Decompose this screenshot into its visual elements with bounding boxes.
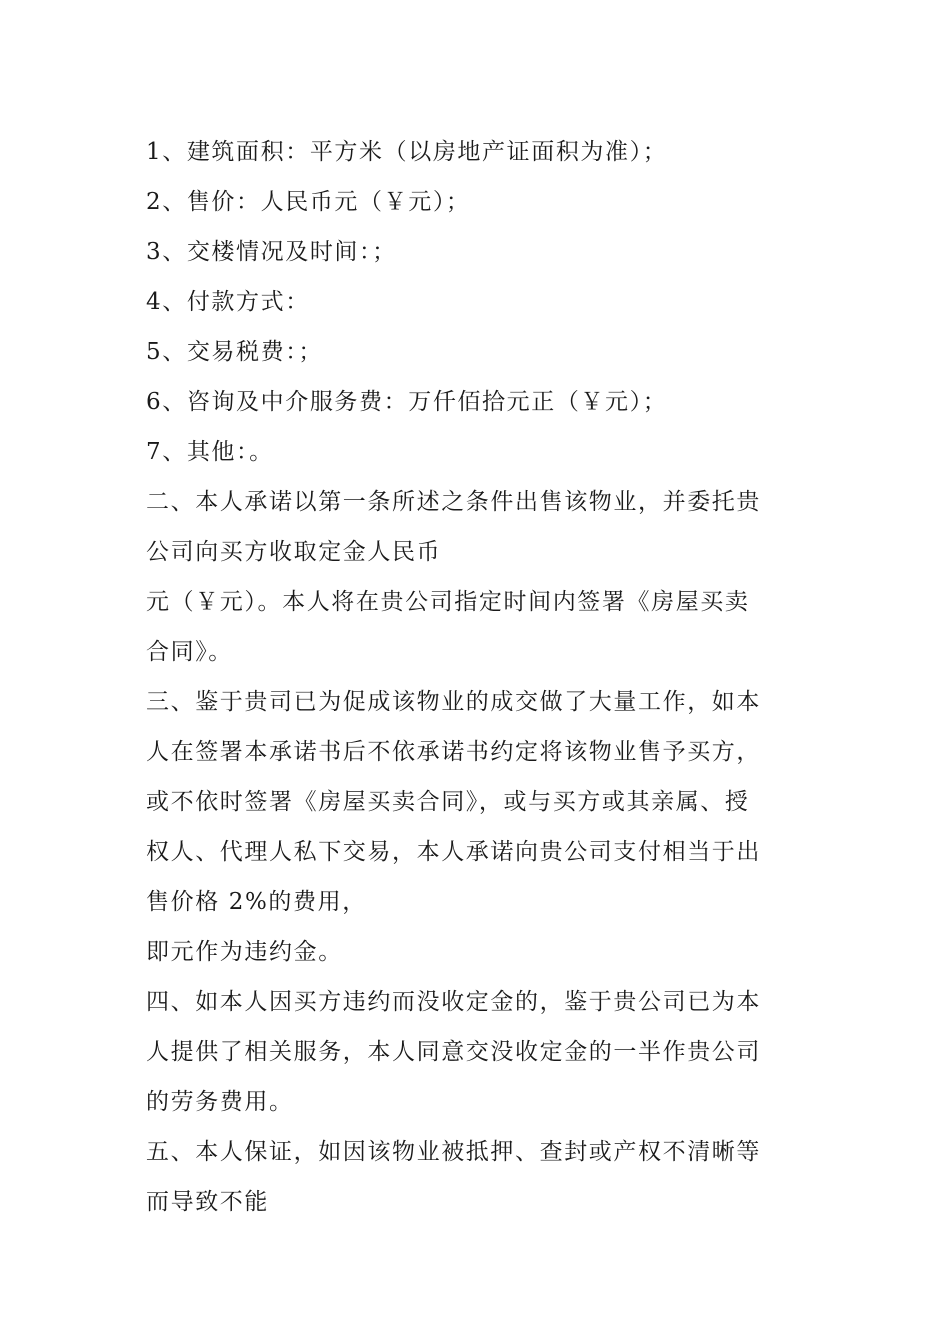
text-line: 的劳务费用。	[146, 1089, 294, 1115]
text-line: 合同》。	[146, 639, 233, 665]
text-line: 即元作为违约金。	[146, 939, 343, 965]
text-line: 6、咨询及中介服务费：万仟佰拾元正（￥元）；	[146, 389, 668, 415]
text-line: 1、建筑面积：平方米（以房地产证面积为准）；	[146, 139, 668, 165]
text-line: 2、售价：人民币元（￥元）；	[146, 189, 471, 215]
text-line: 公司向买方收取定金人民币	[146, 539, 442, 565]
text-line: 四、如本人因买方违约而没收定金的，鉴于贵公司已为本	[146, 989, 761, 1015]
text-line: 人提供了相关服务，本人同意交没收定金的一半作贵公司	[146, 1039, 761, 1065]
text-line: 三、鉴于贵司已为促成该物业的成交做了大量工作，如本	[146, 689, 761, 715]
text-line: 而导致不能	[146, 1189, 269, 1215]
text-line: 二、本人承诺以第一条所述之条件出售该物业，并委托贵	[146, 489, 761, 515]
text-line: 4、付款方式：	[146, 289, 310, 315]
text-line: 或不依时签署《房屋买卖合同》，或与买方或其亲属、授	[146, 789, 750, 815]
text-line: 五、本人保证，如因该物业被抵押、查封或产权不清晰等	[146, 1139, 761, 1165]
text-line: 权人、代理人私下交易，本人承诺向贵公司支付相当于出	[146, 839, 761, 865]
text-line: 7、其他：。	[146, 439, 274, 465]
document-body	[146, 127, 810, 1227]
text-line: 5、交易税费：；	[146, 339, 323, 365]
text-line: 人在签署本承诺书后不依承诺书约定将该物业售予买方，	[146, 739, 761, 765]
text-line: 3、交楼情况及时间：；	[146, 239, 397, 265]
text-line: 元（￥元）。本人将在贵公司指定时间内签署《房屋买卖	[146, 589, 750, 615]
text-line: 售价格 2%的费用，	[146, 889, 367, 915]
